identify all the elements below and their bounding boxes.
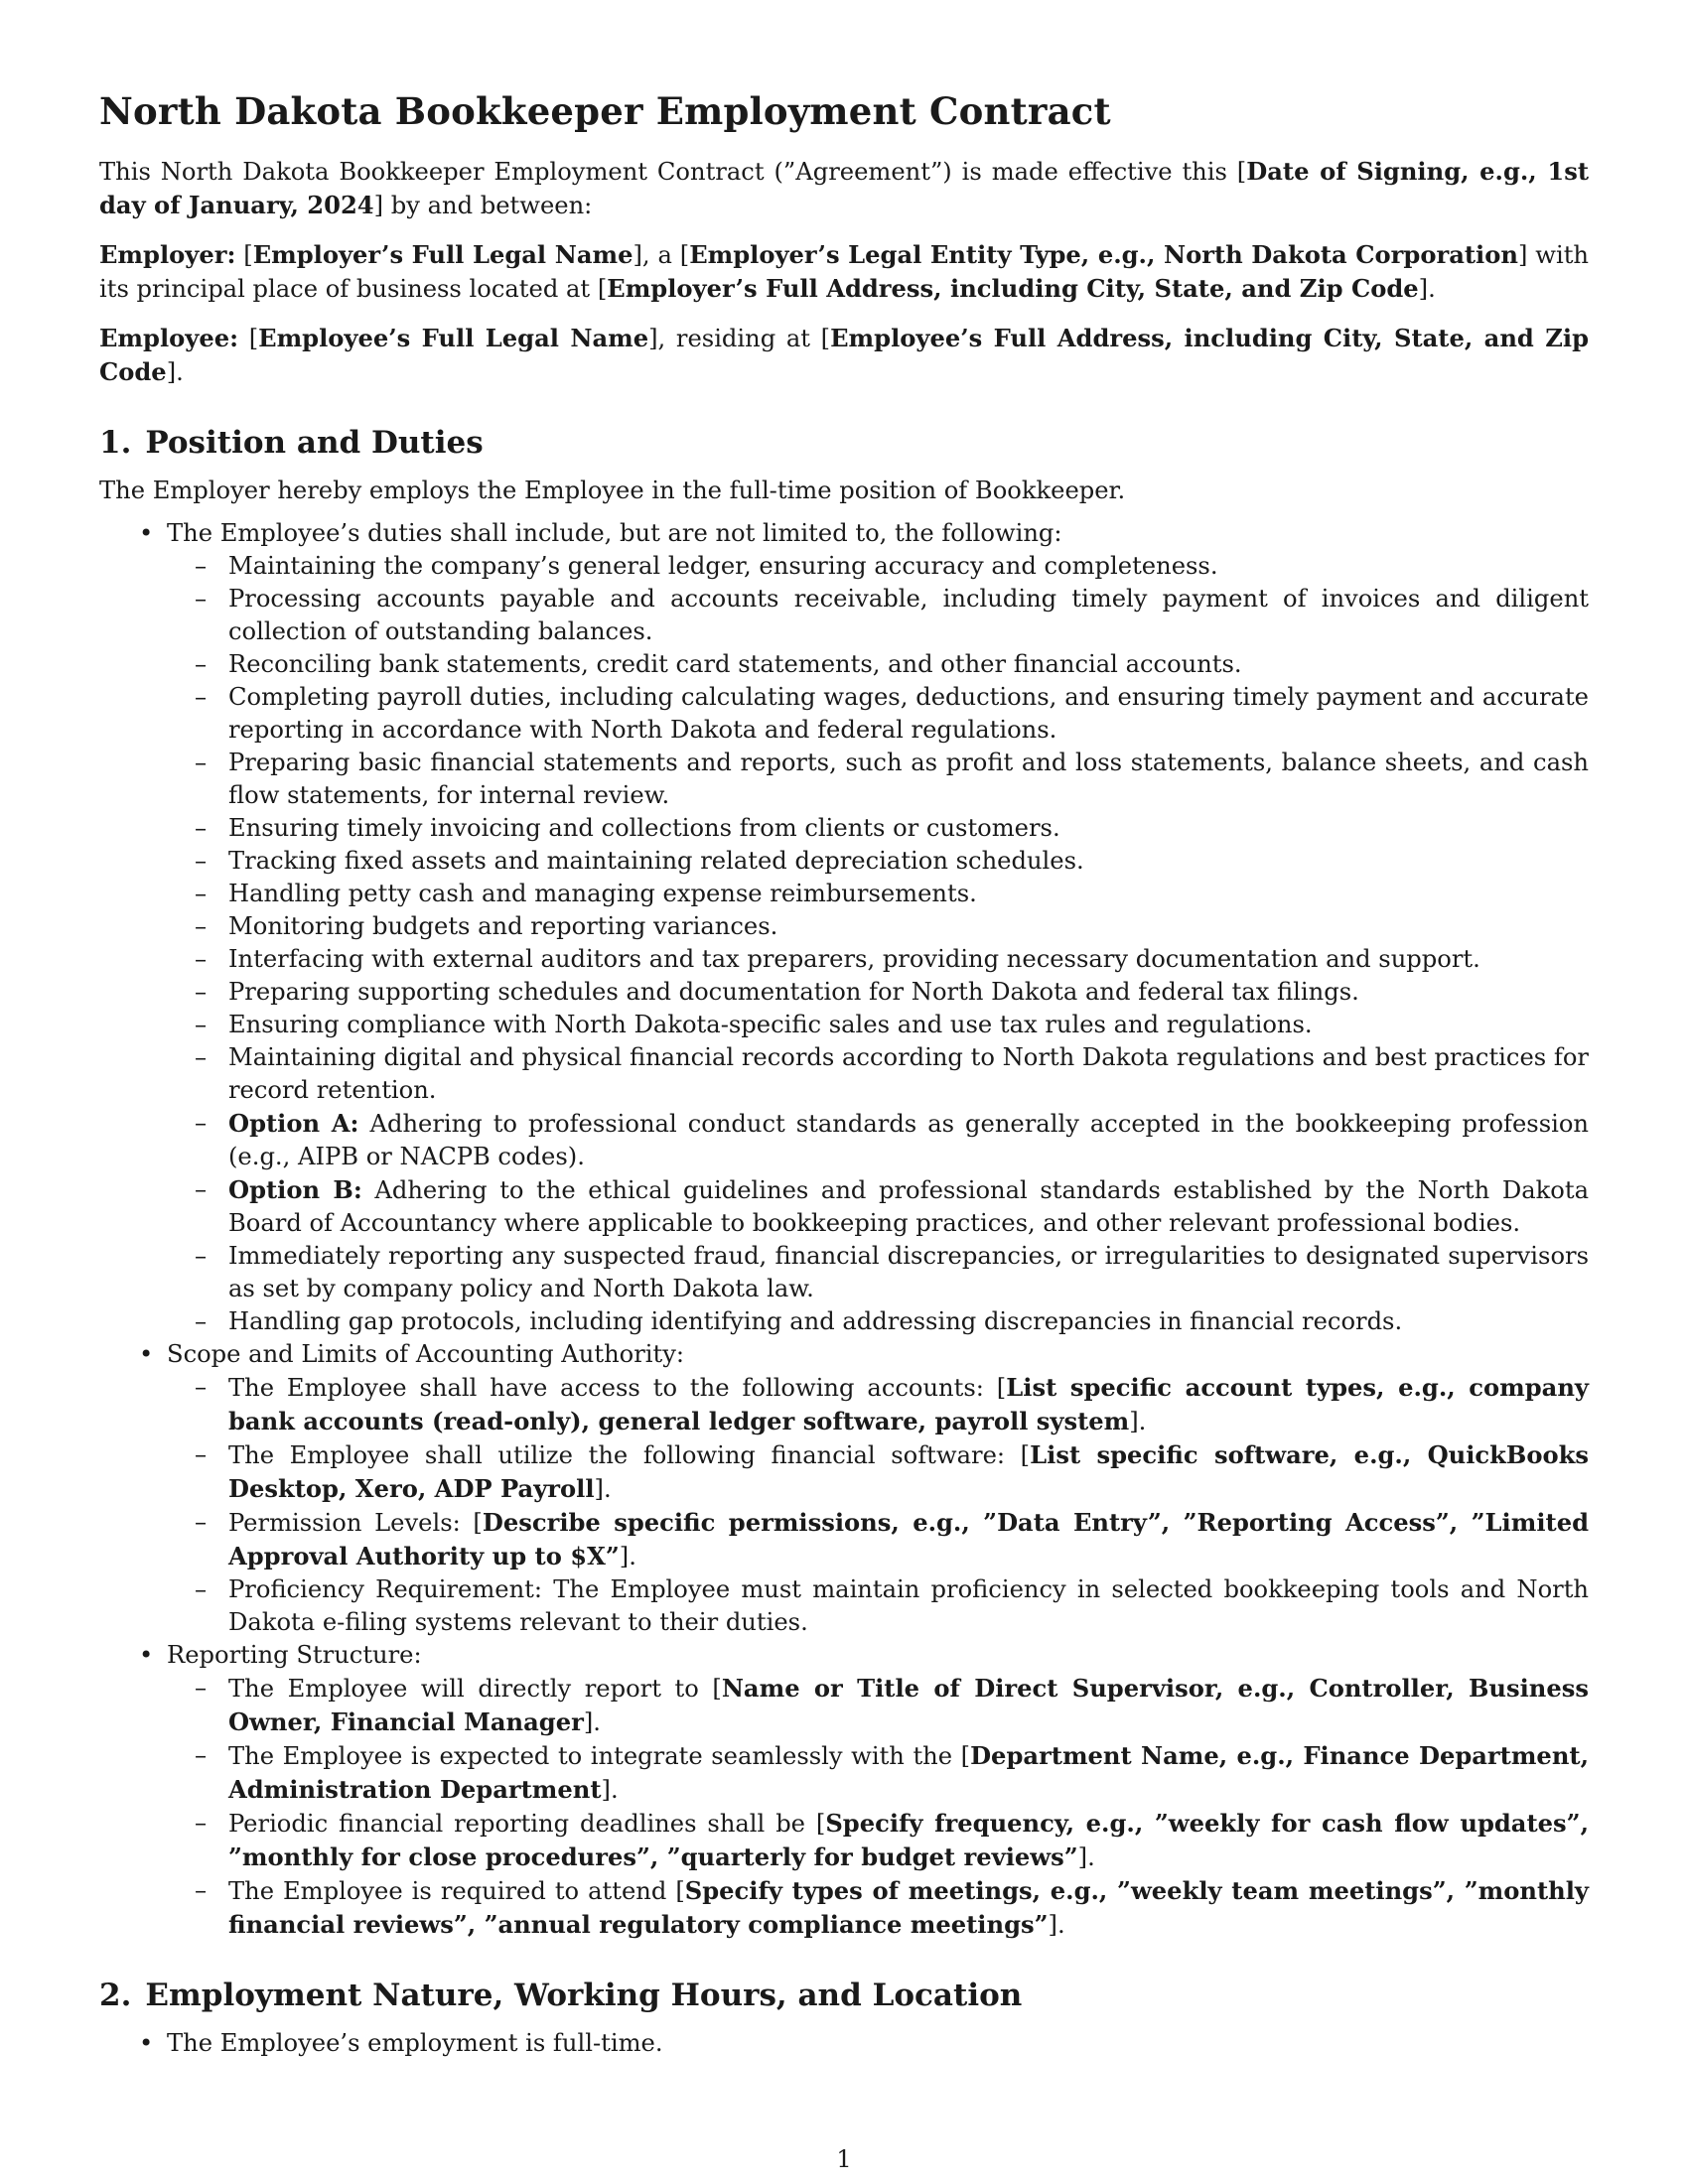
section-1-heading: 1. Position and Duties: [99, 425, 484, 461]
section-2-list: [99, 2027, 1589, 2060]
reporting-sublist: [167, 1672, 1589, 1942]
reporting-department: – The Employee is expected to integrate seamlessly with the [Department Name, e.g., Finance Department, Administration Department].: [195, 1741, 1589, 1804]
scope-accounts: – The Employee shall have access to the following accounts: [List specific account types, e.g., company bank accounts (read-only), general ledger software, payroll system].: [195, 1373, 1589, 1435]
list-item-scope: • Scope and Limits of Accounting Authority: – The Employee shall have access to the following accounts: [List specific account types, e.g., company bank accounts (read-only), general ledger software, payroll system]. – The Employee shall utilize the following financial software: [List specific software, e.g., QuickBooks Desktop, Xero, ADP Payroll]. – Permission Levels: [Describe specific permissions, e.g., ”Data Entry”, ”Reporting Access”, ”Limited Approval Authority up to $X”]. – Proficiency Requirement: The Employee must maintain proficiency in selected bookkeeping tools and North Dakota e-filing systems relevant to their duties.: [167, 1338, 1589, 1639]
list-item-duties: • The Employee’s duties shall include, but are not limited to, the following: – Maintaining the company’s general ledger, ensuring accuracy and completeness. – Processing accounts payable and accounts receivable, including timely payment of invoices and diligent collection of outstanding balances. – Reconciling bank statements, credit card statements, and other financial accounts. – Completing payroll duties, including calculating wages, deductions, and ensuring timely payment and accurate reporting in accordance with North Dakota and federal regulations. – Preparing basic financial statements and reports, such as profit and loss statements, balance sheets, and cash flow statements, for internal review. – Ensuring timely invoicing and collections from clients or customers. – Tracking fixed assets and maintaining related depreciation schedules. – Handling petty cash and managing expense reimbursements. – Monitoring budgets and reporting variances. – Interfacing with external auditors and tax preparers, providing necessary documentation and support. – Preparing supporting schedules and documentation for North Dakota and federal tax filings. – Ensuring compliance with North Dakota-specific sales and use tax rules and regulations. – Maintaining digital and physical financial records according to North Dakota regulations and best practices for record retention. – Option A: Adhering to professional conduct standards as generally accepted in the bookkeeping profession (e.g., AIPB or NACPB codes). – Option B: Adhering to the ethical guidelines and professional standards established by the North Dakota Board of Accountancy where applicable to bookkeeping practices, and other relevant professional bodies. – Immediately reporting any suspected fraud, financial discrepancies, or irregularities to designated supervisors as set by company policy and North Dakota law. – Handling gap protocols, including identifying and addressing discrepancies in financial records.: [167, 517, 1589, 1338]
section-1-list: [99, 517, 1589, 1942]
duty-item: – Interfacing with external auditors and tax preparers, providing necessary documentation and support.: [195, 945, 1480, 973]
duty-item: – Immediately reporting any suspected fraud, financial discrepancies, or irregularities to designated supervisors as set by company policy and North Dakota law.: [195, 1242, 1589, 1302]
scope-software: – The Employee shall utilize the following financial software: [List specific software, e.g., QuickBooks Desktop, Xero, ADP Payroll].: [195, 1440, 1590, 1503]
section-2-heading: 2. Employment Nature, Working Hours, and Location: [99, 1978, 1023, 2013]
list-item-reporting: • Reporting Structure: – The Employee will directly report to [Name or Title of Direct Supervisor, e.g., Controller, Business Owner, Financial Manager]. – The Employee is expected to integrate seamlessly with the [Department Name, e.g., Finance Department, Administration Department]. – Periodic financial reporting deadlines shall be [Specify frequency, e.g., ”weekly for cash flow updates”, ”monthly for close procedures”, ”quarterly for budget reviews”]. – The Employee is required to attend [Specify types of meetings, e.g., ”weekly team meetings”, ”monthly financial reviews”, ”annual regulatory compliance meetings”].: [167, 1639, 1589, 1942]
duty-item: – Handling gap protocols, including identifying and addressing discrepancies in financial records.: [195, 1307, 1403, 1335]
reporting-deadlines: – Periodic financial reporting deadlines shall be [Specify frequency, e.g., ”weekly for cash flow updates”, ”monthly for close procedures”, ”quarterly for budget reviews”].: [195, 1809, 1589, 1871]
reporting-meetings: – The Employee is required to attend [Specify types of meetings, e.g., ”weekly team meetings”, ”monthly financial reviews”, ”annual regulatory compliance meetings”].: [195, 1876, 1589, 1939]
duty-item: – Maintaining the company’s general ledger, ensuring accuracy and completeness.: [195, 552, 1218, 580]
scope-proficiency: – Proficiency Requirement: The Employee must maintain proficiency in selected bookkeeping tools and North Dakota e-filing systems relevant to their duties.: [195, 1575, 1589, 1636]
duty-item: – Monitoring budgets and reporting variances.: [195, 912, 778, 940]
intro-paragraph: This North Dakota Bookkeeper Employment Contract (”Agreement”) is made effective this [Date of Signing, e.g., 1st day of January, 2024] by and between:: [99, 157, 1589, 219]
employee-paragraph: Employee: [Employee’s Full Legal Name], residing at [Employee’s Full Address, including City, State, and Zip Code].: [99, 324, 1589, 386]
duty-item: – Processing accounts payable and accounts receivable, including timely payment of invoices and diligent collection of outstanding balances.: [195, 585, 1589, 645]
duty-option-b: – Option B: Adhering to the ethical guidelines and professional standards established by the North Dakota Board of Accountancy where applicable to bookkeeping practices, and other relevant professional bodies.: [195, 1175, 1589, 1237]
duty-option-a: – Option A: Adhering to professional conduct standards as generally accepted in the bookkeeping profession (e.g., AIPB or NACPB codes).: [195, 1109, 1590, 1170]
duty-item: – Completing payroll duties, including calculating wages, deductions, and ensuring timely payment and accurate reporting in accordance with North Dakota and federal regulations.: [195, 683, 1589, 744]
employer-entity-placeholder: Employer’s Legal Entity Type, e.g., North Dakota Corporation: [689, 240, 1518, 269]
duty-item: – Tracking fixed assets and maintaining related depreciation schedules.: [195, 847, 1084, 875]
employer-label: Employer:: [99, 240, 236, 269]
duties-sublist: [167, 550, 1589, 1338]
date-placeholder: Date of Signing, e.g., 1st day of January, 2024: [99, 157, 1589, 219]
duty-item: – Maintaining digital and physical financial records according to North Dakota regulations and best practices for record retention.: [195, 1043, 1589, 1104]
duty-item: – Reconciling bank statements, credit card statements, and other financial accounts.: [195, 650, 1242, 678]
list-item: • The Employee’s employment is full-time.: [139, 2029, 663, 2057]
employer-name-placeholder: Employer’s Full Legal Name: [252, 240, 633, 269]
duty-item: – Ensuring compliance with North Dakota-specific sales and use tax rules and regulations.: [195, 1011, 1313, 1038]
scope-permissions: – Permission Levels: [Describe specific permissions, e.g., ”Data Entry”, ”Reporting Access”, ”Limited Approval Authority up to $X”].: [195, 1508, 1589, 1570]
document-page: [99, 87, 1589, 2060]
duty-item: – Handling petty cash and managing expense reimbursements.: [195, 880, 977, 907]
employee-name-placeholder: Employee’s Full Legal Name: [258, 324, 649, 352]
reporting-supervisor: – The Employee will directly report to [Name or Title of Direct Supervisor, e.g., Controller, Business Owner, Financial Manager].: [195, 1674, 1589, 1736]
duty-item: – Preparing supporting schedules and documentation for North Dakota and federal tax filings.: [195, 978, 1359, 1006]
section-1-intro: The Employer hereby employs the Employee in the full-time position of Bookkeeper.: [99, 477, 1126, 504]
employer-paragraph: Employer: [Employer’s Full Legal Name], a [Employer’s Legal Entity Type, e.g., North Dakota Corporation] with its principal place of business located at [Employer’s Full Address, including City, State, and Zip Code].: [99, 240, 1589, 303]
employee-address-placeholder: Employee’s Full Address, including City, State, and Zip Code: [99, 324, 1589, 386]
duty-item: – Preparing basic financial statements and reports, such as profit and loss statements, balance sheets, and cash flow statements, for internal review.: [195, 749, 1589, 809]
duty-item: – Ensuring timely invoicing and collections from clients or customers.: [195, 814, 1060, 842]
employer-address-placeholder: Employer’s Full Address, including City, State, and Zip Code: [607, 274, 1419, 303]
employee-label: Employee:: [99, 324, 239, 352]
document-title: North Dakota Bookkeeper Employment Contract: [99, 89, 1111, 133]
page-number: 1: [836, 2145, 852, 2173]
scope-sublist: [167, 1371, 1589, 1639]
